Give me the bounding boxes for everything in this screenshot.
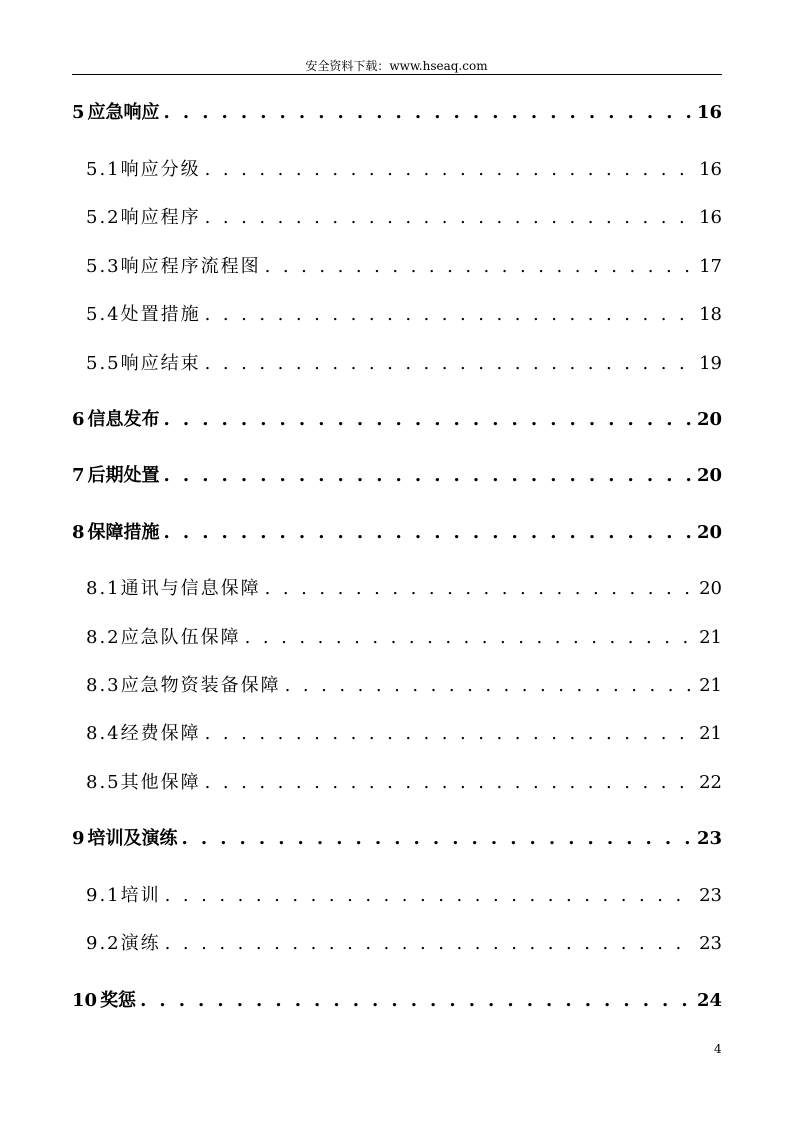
toc-leader-dots [205, 772, 695, 793]
toc-entry[interactable] [86, 155, 722, 181]
toc-entry-page: 20 [696, 522, 722, 543]
toc-entry-number: 5.1 [86, 159, 121, 180]
toc-entry-title: 培训及演练 [87, 828, 178, 849]
toc-entry-title: 其他保障 [120, 772, 201, 793]
toc-entry[interactable] [86, 574, 722, 600]
toc-entry-number: 8.5 [86, 772, 121, 793]
toc-entry-number: 5.3 [86, 256, 121, 277]
toc-entry-title: 响应程序流程图 [120, 256, 261, 277]
toc-entry[interactable] [72, 824, 722, 850]
toc-leader-dots [245, 627, 695, 648]
toc-leader-dots [164, 102, 693, 123]
toc-entry[interactable] [72, 986, 722, 1012]
toc-entry-number: 8.3 [86, 675, 121, 696]
toc-leader-dots [164, 522, 693, 543]
toc-entry[interactable] [86, 671, 722, 697]
toc-entry-title: 信息发布 [87, 409, 160, 430]
toc-entry-number: 9.1 [86, 885, 121, 906]
toc-entry[interactable] [86, 349, 722, 375]
toc-entry-page: 23 [699, 885, 722, 906]
toc-entry-page: 24 [696, 990, 722, 1011]
toc-entry-page: 17 [699, 256, 722, 277]
toc-entry-number: 5.4 [86, 304, 121, 325]
toc-leader-dots [265, 578, 695, 599]
toc-entry-title: 培训 [120, 885, 161, 906]
page-header: 安全资料下载：www.hseaq.com [305, 59, 488, 73]
toc-entry[interactable] [86, 623, 722, 649]
toc-entry-page: 21 [699, 723, 722, 744]
toc-entry-number: 8.1 [86, 578, 121, 599]
toc-leader-dots [265, 256, 695, 277]
toc-leader-dots [205, 723, 695, 744]
toc-leader-dots [164, 465, 693, 486]
toc-entry-page: 19 [699, 353, 722, 374]
toc-entry-number: 8 [72, 522, 85, 543]
toc-entry-title: 经费保障 [120, 723, 201, 744]
toc-entry-page: 22 [699, 772, 722, 793]
toc-entry-title: 通讯与信息保障 [120, 578, 261, 599]
toc-entry-number: 8.2 [86, 627, 121, 648]
toc-entry-page: 16 [699, 159, 722, 180]
toc-entry[interactable] [72, 405, 722, 431]
toc-entry-title: 响应分级 [120, 159, 201, 180]
toc-entry-title: 后期处置 [87, 465, 160, 486]
toc-entry[interactable] [86, 300, 722, 326]
toc-entry-page: 23 [696, 828, 722, 849]
toc-entry-number: 5.2 [86, 207, 121, 228]
toc-leader-dots [205, 207, 695, 228]
toc-entry-number: 6 [72, 409, 85, 430]
page-number: 4 [714, 1042, 722, 1056]
toc-entry[interactable] [86, 252, 722, 278]
toc-leader-dots [285, 675, 695, 696]
toc-entry-title: 处置措施 [120, 304, 201, 325]
toc-entry[interactable] [86, 929, 722, 955]
toc-entry-page: 16 [699, 207, 722, 228]
toc-leader-dots [165, 885, 695, 906]
toc-entry-page: 21 [699, 675, 722, 696]
toc-entry[interactable] [86, 881, 722, 907]
toc-entry[interactable] [86, 719, 722, 745]
toc-entry[interactable] [72, 518, 722, 544]
toc-entry-page: 20 [696, 409, 722, 430]
toc-entry-title: 响应程序 [120, 207, 201, 228]
toc-entry-title: 应急队伍保障 [120, 627, 241, 648]
toc-entry-number: 8.4 [86, 723, 121, 744]
toc-entry-number: 9 [72, 828, 85, 849]
toc-entry-title: 演练 [120, 933, 161, 954]
toc-entry-number: 7 [72, 465, 85, 486]
toc-entry-number: 9.2 [86, 933, 121, 954]
toc-leader-dots [140, 990, 693, 1011]
toc-entry-page: 23 [699, 933, 722, 954]
toc-entry-page: 20 [696, 465, 722, 486]
toc-entry-page: 21 [699, 627, 722, 648]
toc-entry-page: 18 [699, 304, 722, 325]
toc-entry-number: 5.5 [86, 353, 121, 374]
toc-entry-page: 16 [696, 102, 722, 123]
toc-entry-number: 5 [72, 102, 85, 123]
toc-entry-title: 应急响应 [87, 102, 160, 123]
toc-leader-dots [182, 828, 693, 849]
toc-entry[interactable] [72, 98, 722, 124]
toc-entry[interactable] [86, 203, 722, 229]
toc-leader-dots [165, 933, 695, 954]
toc-leader-dots [164, 409, 693, 430]
toc-entry-number: 10 [72, 990, 98, 1011]
header-divider [72, 74, 722, 75]
toc-entry[interactable] [72, 461, 722, 487]
toc-entry-title: 响应结束 [120, 353, 201, 374]
toc-entry-title: 应急物资装备保障 [120, 675, 281, 696]
toc-leader-dots [205, 353, 695, 374]
toc-leader-dots [205, 304, 695, 325]
toc-entry-title: 保障措施 [87, 522, 160, 543]
toc-entry-title: 奖惩 [100, 990, 137, 1011]
toc-entry[interactable] [86, 768, 722, 794]
toc-leader-dots [205, 159, 695, 180]
toc-entry-page: 20 [699, 578, 722, 599]
